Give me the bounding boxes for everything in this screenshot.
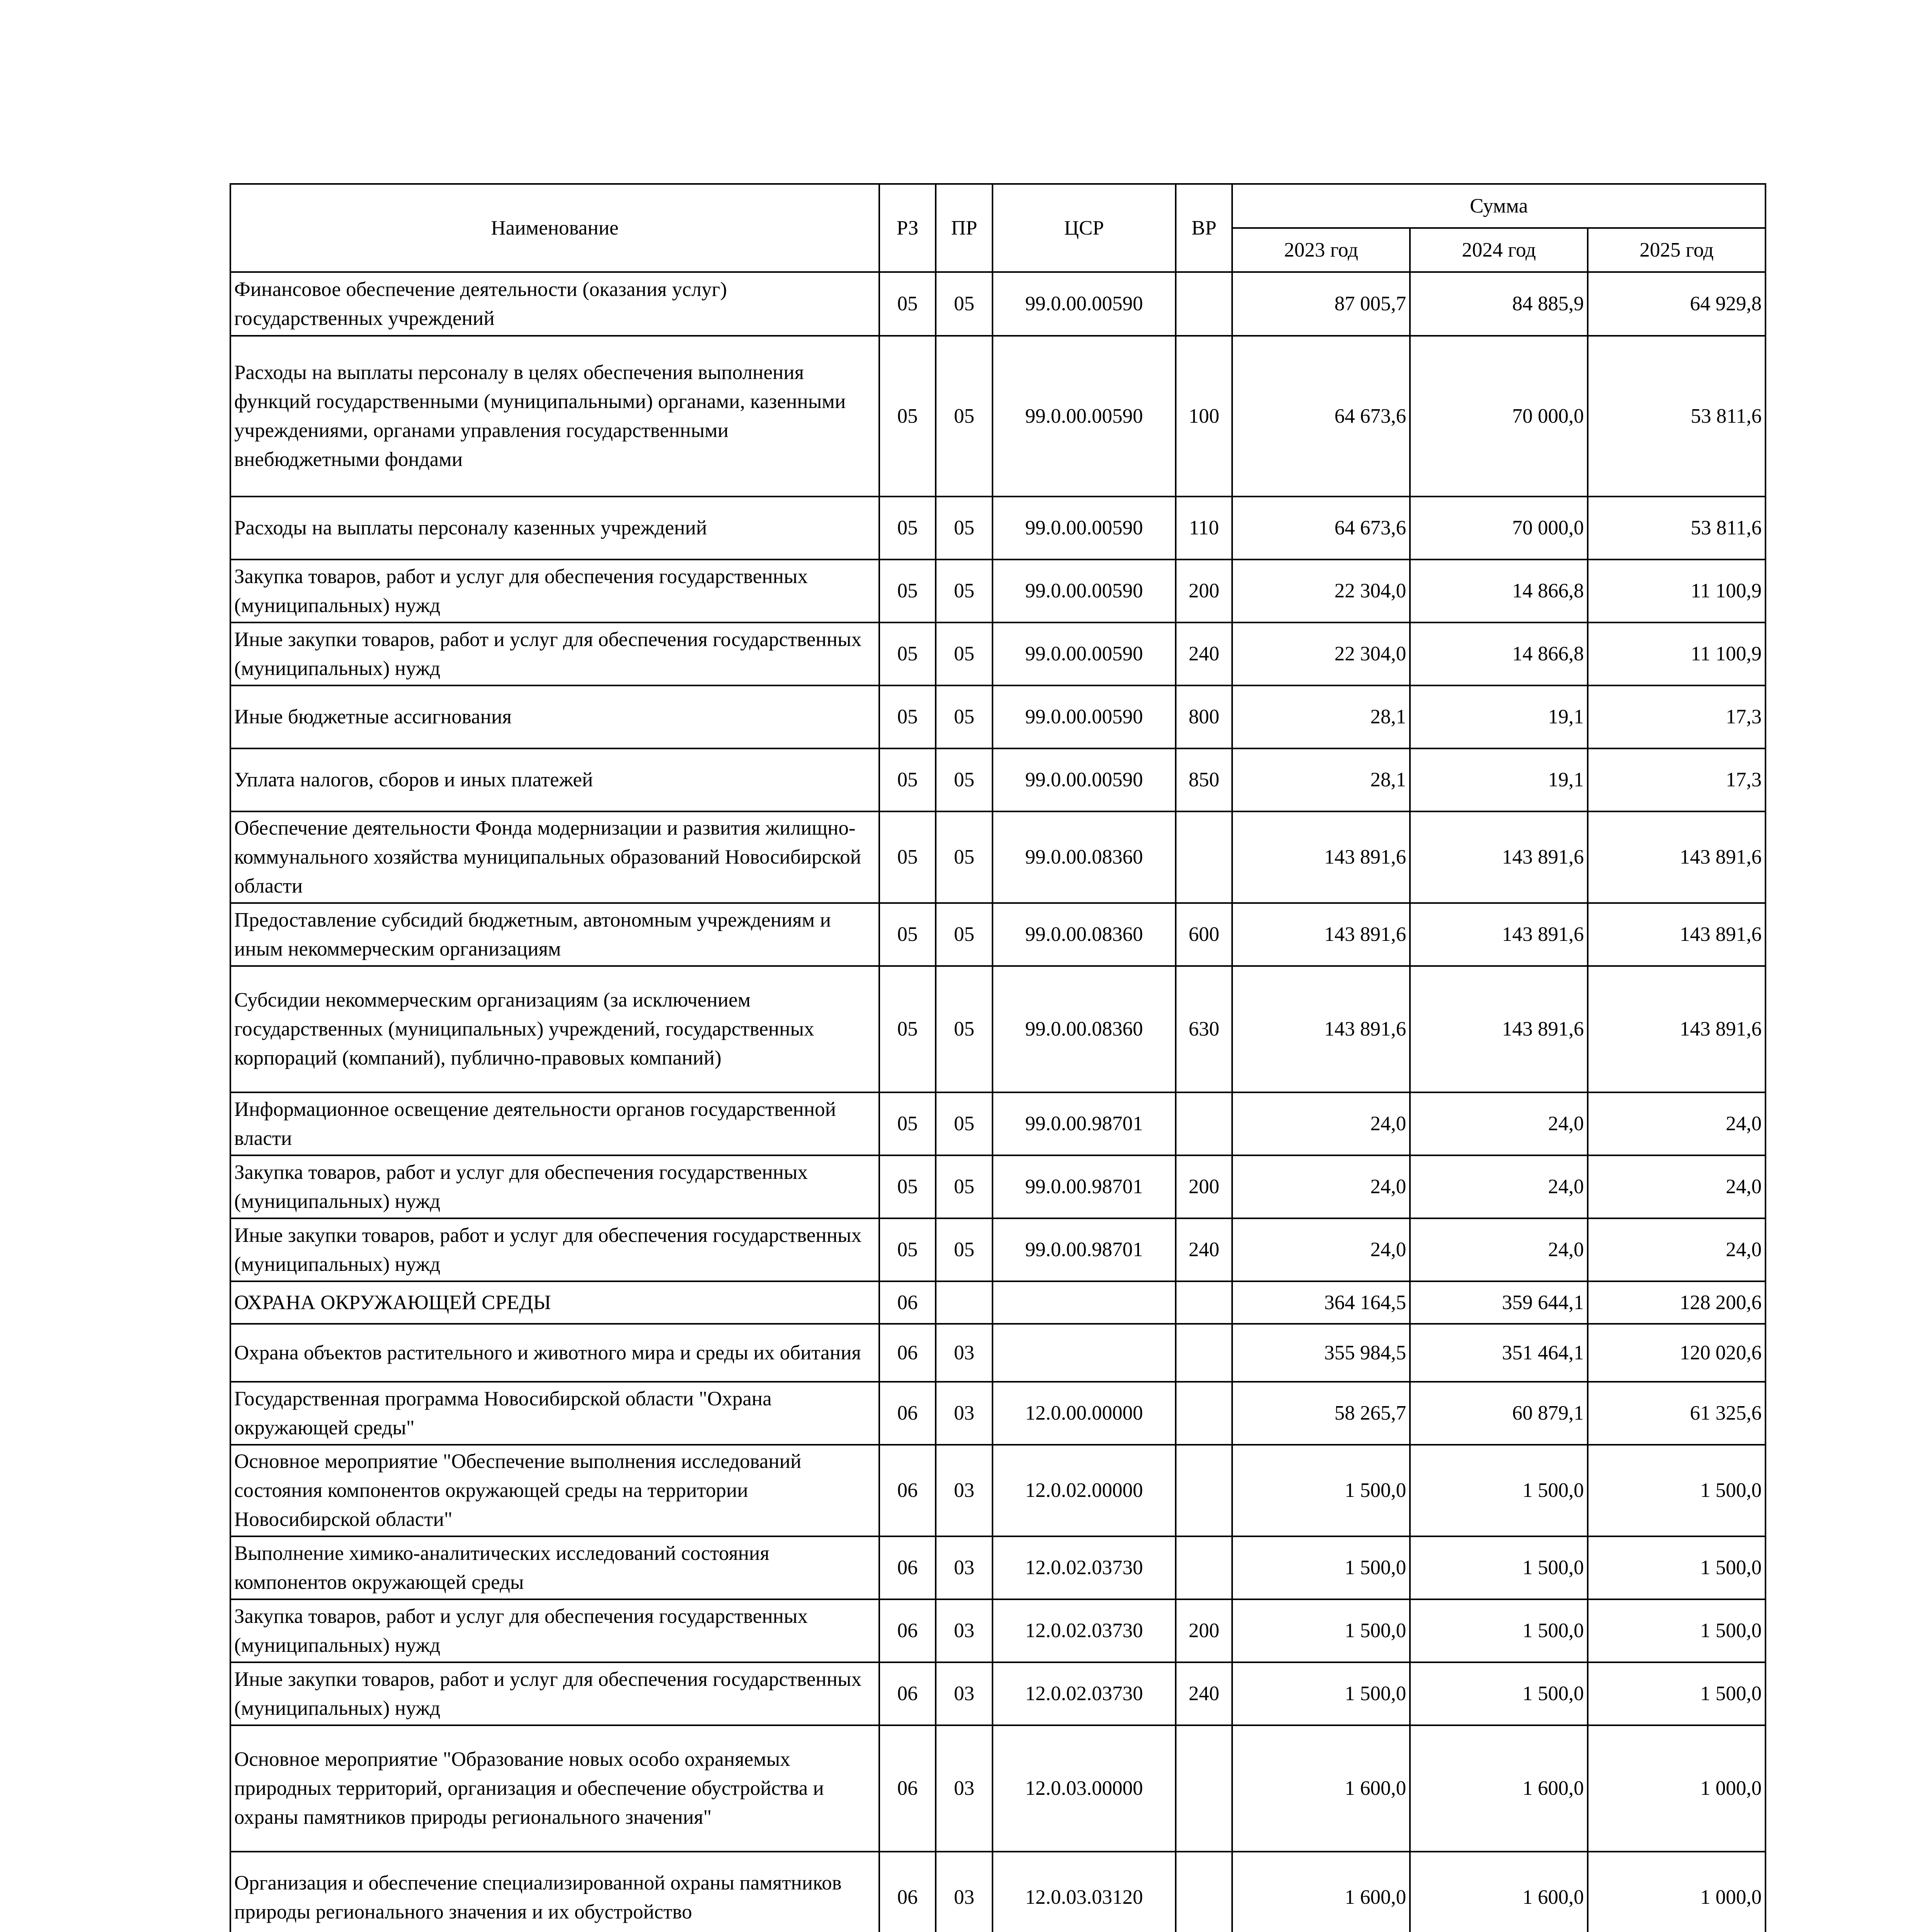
row-name: Расходы на выплаты персоналу в целях обеспечения выполнения функций государственными (муниципальными) органами, казенными учреждениями, органами управления государственными внебюджетными фондами	[230, 336, 879, 497]
row-csr: 99.0.00.08360	[993, 903, 1176, 966]
row-vr: 240	[1176, 622, 1233, 685]
row-value-2025: 64 929,8	[1588, 272, 1765, 336]
row-pr: 03	[936, 1852, 993, 1932]
header-csr: ЦСР	[993, 184, 1176, 272]
row-name: Иные закупки товаров, работ и услуг для обеспечения государственных (муниципальных) нужд	[230, 1662, 879, 1725]
row-csr: 99.0.00.00590	[993, 622, 1176, 685]
row-value-2025: 143 891,6	[1588, 966, 1765, 1092]
table-row	[230, 903, 1765, 966]
table-row	[230, 748, 1765, 811]
row-value-2023: 143 891,6	[1232, 966, 1410, 1092]
row-value-2023: 1 500,0	[1232, 1445, 1410, 1536]
row-vr: 200	[1176, 1599, 1233, 1662]
row-csr: 12.0.00.00000	[993, 1382, 1176, 1445]
row-value-2025: 1 500,0	[1588, 1536, 1765, 1599]
row-value-2023: 364 164,5	[1232, 1281, 1410, 1324]
row-value-2023: 64 673,6	[1232, 497, 1410, 560]
row-value-2025: 17,3	[1588, 685, 1765, 748]
row-vr: 240	[1176, 1218, 1233, 1281]
row-value-2023: 64 673,6	[1232, 336, 1410, 497]
row-value-2024: 1 500,0	[1410, 1599, 1588, 1662]
row-value-2025: 11 100,9	[1588, 622, 1765, 685]
row-value-2023: 24,0	[1232, 1218, 1410, 1281]
row-rz: 05	[879, 811, 936, 903]
row-value-2025: 1 000,0	[1588, 1852, 1765, 1932]
table-row	[230, 1662, 1765, 1725]
row-vr: 800	[1176, 685, 1233, 748]
header-year-2024: 2024 год	[1410, 228, 1588, 272]
header-name: Наименование	[230, 184, 879, 272]
row-pr: 03	[936, 1445, 993, 1536]
row-rz: 06	[879, 1852, 936, 1932]
row-pr: 05	[936, 560, 993, 622]
row-value-2023: 1 600,0	[1232, 1725, 1410, 1852]
row-pr: 03	[936, 1382, 993, 1445]
table-body	[230, 272, 1765, 1932]
row-pr: 03	[936, 1536, 993, 1599]
row-value-2024: 24,0	[1410, 1218, 1588, 1281]
row-value-2024: 19,1	[1410, 685, 1588, 748]
row-name: Организация и обеспечение специализированной охраны памятников природы регионального значения и их обустройство	[230, 1852, 879, 1932]
row-value-2025: 24,0	[1588, 1155, 1765, 1218]
row-name: Закупка товаров, работ и услуг для обеспечения государственных (муниципальных) нужд	[230, 1599, 879, 1662]
row-name: Предоставление субсидий бюджетным, автономным учреждениям и иным некоммерческим организациям	[230, 903, 879, 966]
row-vr: 240	[1176, 1662, 1233, 1725]
row-name: Уплата налогов, сборов и иных платежей	[230, 748, 879, 811]
row-csr: 12.0.02.03730	[993, 1536, 1176, 1599]
row-vr: 600	[1176, 903, 1233, 966]
row-vr	[1176, 811, 1233, 903]
row-value-2025: 53 811,6	[1588, 336, 1765, 497]
row-vr	[1176, 1324, 1233, 1382]
table-row	[230, 336, 1765, 497]
row-vr	[1176, 1725, 1233, 1852]
row-pr: 03	[936, 1662, 993, 1725]
row-name: Финансовое обеспечение деятельности (оказания услуг) государственных учреждений	[230, 272, 879, 336]
row-value-2025: 61 325,6	[1588, 1382, 1765, 1445]
row-rz: 05	[879, 1155, 936, 1218]
row-csr: 12.0.03.00000	[993, 1725, 1176, 1852]
row-rz: 05	[879, 903, 936, 966]
row-value-2025: 53 811,6	[1588, 497, 1765, 560]
row-value-2024: 84 885,9	[1410, 272, 1588, 336]
row-rz: 06	[879, 1599, 936, 1662]
row-value-2023: 22 304,0	[1232, 560, 1410, 622]
row-vr: 630	[1176, 966, 1233, 1092]
row-rz: 05	[879, 748, 936, 811]
row-pr: 05	[936, 1218, 993, 1281]
row-value-2023: 87 005,7	[1232, 272, 1410, 336]
row-value-2024: 70 000,0	[1410, 336, 1588, 497]
row-value-2024: 24,0	[1410, 1155, 1588, 1218]
row-value-2023: 24,0	[1232, 1155, 1410, 1218]
row-value-2024: 359 644,1	[1410, 1281, 1588, 1324]
row-value-2024: 24,0	[1410, 1092, 1588, 1155]
row-value-2023: 1 600,0	[1232, 1852, 1410, 1932]
header-vr: ВР	[1176, 184, 1233, 272]
row-rz: 05	[879, 966, 936, 1092]
table-row	[230, 1092, 1765, 1155]
row-vr	[1176, 1536, 1233, 1599]
row-name: Иные закупки товаров, работ и услуг для обеспечения государственных (муниципальных) нужд	[230, 1218, 879, 1281]
row-pr: 05	[936, 1092, 993, 1155]
row-rz: 06	[879, 1324, 936, 1382]
row-rz: 06	[879, 1725, 936, 1852]
table-row	[230, 966, 1765, 1092]
row-vr: 200	[1176, 1155, 1233, 1218]
row-pr: 05	[936, 685, 993, 748]
row-csr: 99.0.00.00590	[993, 272, 1176, 336]
row-value-2023: 1 500,0	[1232, 1536, 1410, 1599]
table-row	[230, 685, 1765, 748]
row-vr	[1176, 1852, 1233, 1932]
row-name: Субсидии некоммерческим организациям (за исключением государственных (муниципальных) учреждений, государственных корпораций (компаний), публично-правовых компаний)	[230, 966, 879, 1092]
row-value-2025: 11 100,9	[1588, 560, 1765, 622]
row-pr: 03	[936, 1324, 993, 1382]
row-pr: 05	[936, 966, 993, 1092]
row-pr: 05	[936, 336, 993, 497]
row-csr: 99.0.00.08360	[993, 966, 1176, 1092]
table-row	[230, 1599, 1765, 1662]
row-csr: 99.0.00.98701	[993, 1155, 1176, 1218]
table-row	[230, 272, 1765, 336]
table-row	[230, 811, 1765, 903]
row-value-2023: 28,1	[1232, 748, 1410, 811]
row-value-2024: 1 600,0	[1410, 1852, 1588, 1932]
row-vr	[1176, 272, 1233, 336]
row-rz: 06	[879, 1382, 936, 1445]
row-vr: 850	[1176, 748, 1233, 811]
row-value-2024: 351 464,1	[1410, 1324, 1588, 1382]
row-value-2024: 14 866,8	[1410, 622, 1588, 685]
row-csr: 99.0.00.00590	[993, 685, 1176, 748]
row-pr	[936, 1281, 993, 1324]
row-csr: 99.0.00.00590	[993, 748, 1176, 811]
row-rz: 05	[879, 497, 936, 560]
table-row	[230, 1725, 1765, 1852]
row-csr: 99.0.00.00590	[993, 560, 1176, 622]
row-value-2025: 24,0	[1588, 1092, 1765, 1155]
row-value-2024: 143 891,6	[1410, 966, 1588, 1092]
row-vr	[1176, 1281, 1233, 1324]
table-row	[230, 1536, 1765, 1599]
row-value-2025: 1 000,0	[1588, 1725, 1765, 1852]
header-year-2023: 2023 год	[1232, 228, 1410, 272]
row-value-2023: 22 304,0	[1232, 622, 1410, 685]
table-row	[230, 560, 1765, 622]
row-csr	[993, 1281, 1176, 1324]
row-rz: 06	[879, 1281, 936, 1324]
table-row	[230, 497, 1765, 560]
row-value-2025: 1 500,0	[1588, 1445, 1765, 1536]
row-pr: 03	[936, 1725, 993, 1852]
row-csr: 12.0.02.03730	[993, 1662, 1176, 1725]
row-value-2023: 1 500,0	[1232, 1662, 1410, 1725]
row-csr: 99.0.00.00590	[993, 497, 1176, 560]
table-row	[230, 1218, 1765, 1281]
row-pr: 05	[936, 903, 993, 966]
row-pr: 05	[936, 748, 993, 811]
row-value-2024: 19,1	[1410, 748, 1588, 811]
row-rz: 05	[879, 1218, 936, 1281]
row-value-2024: 143 891,6	[1410, 811, 1588, 903]
row-rz: 05	[879, 622, 936, 685]
row-vr: 100	[1176, 336, 1233, 497]
row-name: Иные закупки товаров, работ и услуг для обеспечения государственных (муниципальных) нужд	[230, 622, 879, 685]
row-name: Выполнение химико-аналитических исследований состояния компонентов окружающей среды	[230, 1536, 879, 1599]
row-value-2024: 1 500,0	[1410, 1536, 1588, 1599]
row-name: Обеспечение деятельности Фонда модернизации и развития жилищно-коммунального хозяйства муниципальных образований Новосибирской области	[230, 811, 879, 903]
row-vr: 110	[1176, 497, 1233, 560]
budget-table	[230, 183, 1766, 1932]
row-value-2025: 24,0	[1588, 1218, 1765, 1281]
row-name: Информационное освещение деятельности органов государственной власти	[230, 1092, 879, 1155]
row-vr	[1176, 1092, 1233, 1155]
table-row	[230, 1382, 1765, 1445]
row-value-2023: 143 891,6	[1232, 811, 1410, 903]
row-csr	[993, 1324, 1176, 1382]
row-value-2025: 128 200,6	[1588, 1281, 1765, 1324]
row-csr: 99.0.00.00590	[993, 336, 1176, 497]
row-value-2024: 1 500,0	[1410, 1445, 1588, 1536]
table-row	[230, 1155, 1765, 1218]
row-vr	[1176, 1445, 1233, 1536]
row-pr: 03	[936, 1599, 993, 1662]
row-csr: 99.0.00.98701	[993, 1218, 1176, 1281]
header-year-2025: 2025 год	[1588, 228, 1765, 272]
row-value-2023: 1 500,0	[1232, 1599, 1410, 1662]
row-value-2025: 1 500,0	[1588, 1599, 1765, 1662]
row-csr: 12.0.02.00000	[993, 1445, 1176, 1536]
row-rz: 06	[879, 1445, 936, 1536]
row-name: Основное мероприятие "Образование новых особо охраняемых природных территорий, организация и обеспечение обустройства и охраны памятников природы регионального значения"	[230, 1725, 879, 1852]
row-name: Государственная программа Новосибирской области "Охрана окружающей среды"	[230, 1382, 879, 1445]
row-name: Закупка товаров, работ и услуг для обеспечения государственных (муниципальных) нужд	[230, 1155, 879, 1218]
row-pr: 05	[936, 497, 993, 560]
table-row	[230, 1324, 1765, 1382]
row-value-2024: 60 879,1	[1410, 1382, 1588, 1445]
row-value-2023: 143 891,6	[1232, 903, 1410, 966]
row-value-2025: 1 500,0	[1588, 1662, 1765, 1725]
row-csr: 12.0.02.03730	[993, 1599, 1176, 1662]
row-value-2023: 24,0	[1232, 1092, 1410, 1155]
row-value-2025: 143 891,6	[1588, 811, 1765, 903]
row-value-2024: 1 600,0	[1410, 1725, 1588, 1852]
row-rz: 06	[879, 1536, 936, 1599]
row-rz: 05	[879, 685, 936, 748]
row-pr: 05	[936, 1155, 993, 1218]
row-csr: 99.0.00.98701	[993, 1092, 1176, 1155]
row-name: Иные бюджетные ассигнования	[230, 685, 879, 748]
row-value-2023: 58 265,7	[1232, 1382, 1410, 1445]
row-name: Охрана объектов растительного и животного мира и среды их обитания	[230, 1324, 879, 1382]
row-vr: 200	[1176, 560, 1233, 622]
row-rz: 05	[879, 560, 936, 622]
row-value-2025: 17,3	[1588, 748, 1765, 811]
row-name: ОХРАНА ОКРУЖАЮЩЕЙ СРЕДЫ	[230, 1281, 879, 1324]
row-rz: 06	[879, 1662, 936, 1725]
header-rz: РЗ	[879, 184, 936, 272]
row-csr: 12.0.03.03120	[993, 1852, 1176, 1932]
row-pr: 05	[936, 622, 993, 685]
row-csr: 99.0.00.08360	[993, 811, 1176, 903]
table-row	[230, 1852, 1765, 1932]
row-value-2023: 28,1	[1232, 685, 1410, 748]
row-value-2025: 120 020,6	[1588, 1324, 1765, 1382]
table-row	[230, 1445, 1765, 1536]
row-value-2024: 14 866,8	[1410, 560, 1588, 622]
row-name: Основное мероприятие "Обеспечение выполнения исследований состояния компонентов окружающей среды на территории Новосибирской области"	[230, 1445, 879, 1536]
row-name: Расходы на выплаты персоналу казенных учреждений	[230, 497, 879, 560]
header-pr: ПР	[936, 184, 993, 272]
row-name: Закупка товаров, работ и услуг для обеспечения государственных (муниципальных) нужд	[230, 560, 879, 622]
row-value-2023: 355 984,5	[1232, 1324, 1410, 1382]
row-value-2024: 70 000,0	[1410, 497, 1588, 560]
row-rz: 05	[879, 1092, 936, 1155]
row-vr	[1176, 1382, 1233, 1445]
row-rz: 05	[879, 336, 936, 497]
table-row	[230, 622, 1765, 685]
row-value-2025: 143 891,6	[1588, 903, 1765, 966]
row-pr: 05	[936, 811, 993, 903]
table-row	[230, 1281, 1765, 1324]
row-rz: 05	[879, 272, 936, 336]
row-value-2024: 143 891,6	[1410, 903, 1588, 966]
row-value-2024: 1 500,0	[1410, 1662, 1588, 1725]
header-sum: Сумма	[1232, 184, 1765, 228]
row-pr: 05	[936, 272, 993, 336]
